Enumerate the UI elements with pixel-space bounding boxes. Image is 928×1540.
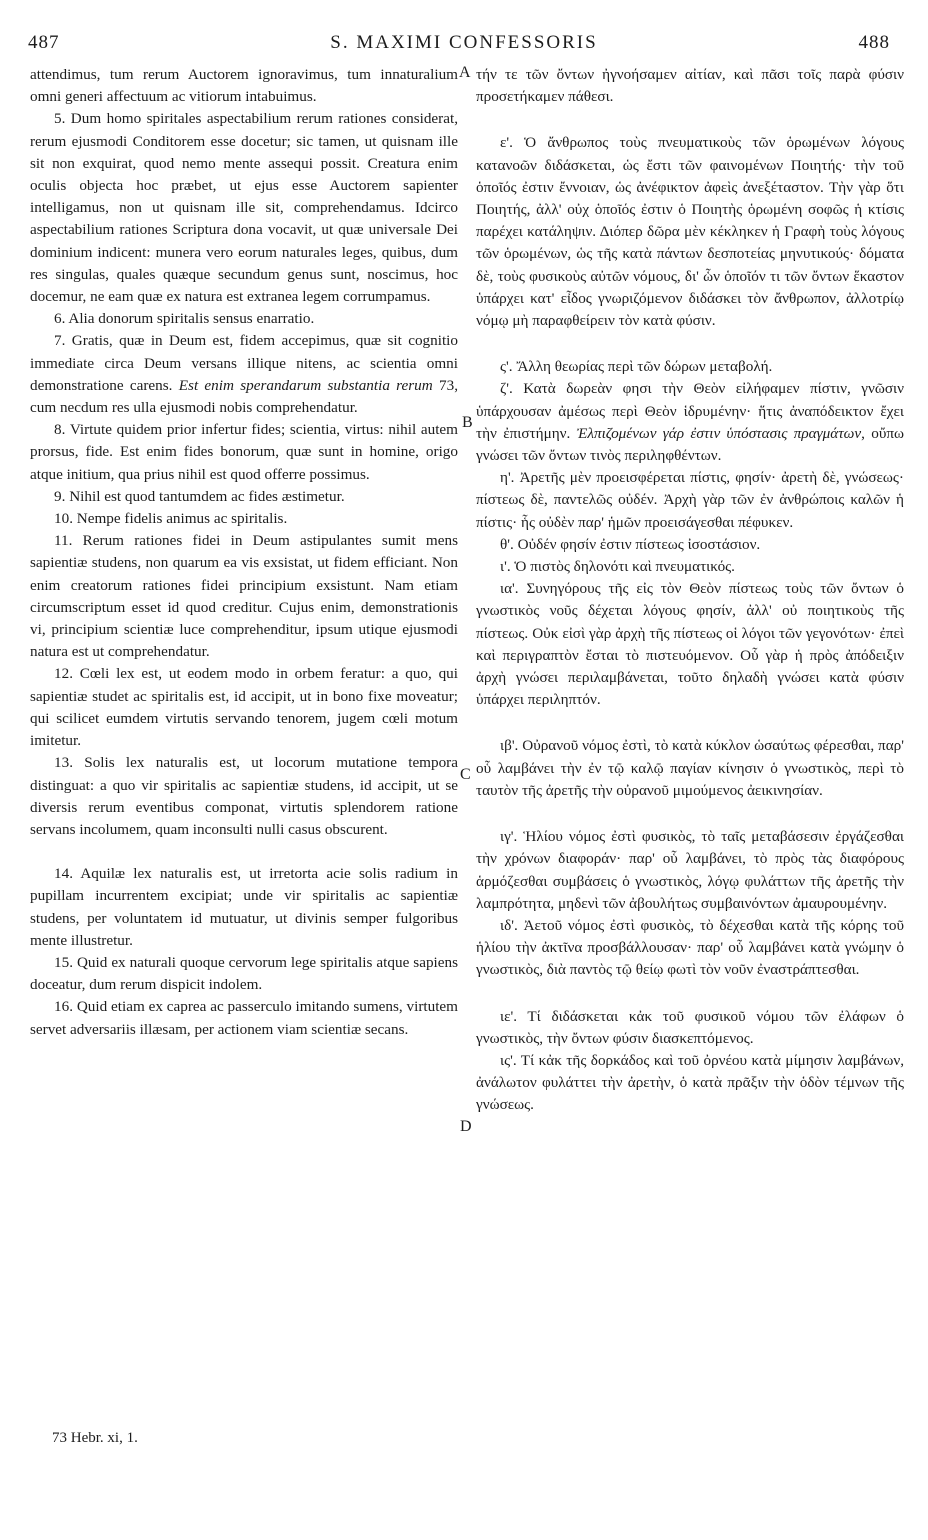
scripture-quote: Est enim sperandarum substantia rerum (178, 376, 433, 394)
greek-paragraph: η'. Ἀρετῆς μὲν προεισφέρεται πίστις, φησίν· ἀρετὴ δὲ, γνώσεως· πίστεως δὲ, παντελῶς οὐδέν. Ἀρχὴ γὰρ τῶν ἐν ἀνθρώποις καλῶν ἡ πίστις· ἧς οὐδὲν παρ' ἡμῶν προεισάγεσθαι πέφυκεν. (476, 469, 904, 531)
latin-paragraph: 16. Quid etiam ex caprea ac passerculo imitando sumens, virtutem servet adversariis illæsam, per actionem viam scientiæ secans. (30, 998, 458, 1038)
running-title: S. MAXIMI CONFESSORIS (330, 32, 598, 53)
greek-paragraph: θ'. Οὐδέν φησίν ἐστιν πίστεως ἰσοστάσιον. (500, 535, 761, 553)
page-number-left: 487 (28, 32, 60, 53)
latin-paragraph: 10. Nempe fidelis animus ac spiritalis. (54, 510, 288, 528)
latin-paragraph: 15. Quid ex naturali quoque cervorum lege spiritalis atque sapiens doceatur, dum rerum dispicit indolem. (30, 953, 458, 994)
greek-paragraph: ις'. Τί κἀκ τῆς δορκάδος καὶ τοῦ ὀρνέου κατὰ μίμησιν λαμβάνων, ἀνάλωτον φυλάττει τὴν ἀρετὴν, ὁ κατὰ πρᾶξιν τὴν ὁδὸν τέμνων τῆς γνώσεως. (476, 1051, 904, 1114)
greek-paragraph: ε'. Ὁ ἄνθρωπος τοὺς πνευματικοὺς τῶν ὁρωμένων λόγους κατανοῶν διδάσκεται, ὡς ἔστι τῶν φαινομένων Ποιητής· τὴν τοῦ ὁποῖός ἐστιν ἔννοιαν, ὡς ἀνέφικτον ἀφεὶς ἀνεξέταστον. Τὴν γὰρ ὅτι Ποιητής, ἀλλ' οὐχ ὁποῖός ἐστιν ὁ Ποιητὴς ὁρωμένη σοφῶς ἡ κτίσις παρέχει κατάληψιν. Διόπερ δῶρα μὲν κέκληκεν ἡ Γραφὴ τοὺς λόγους τῶν ὁρωμένων, ὡς τῆς κατὰ πάντων δεσποτείας μηνυτικούς· δόματα δὲ, τοὺς φυσικοὺς αὐτῶν νόμους, δι' ὧν ὁποῖόν τι τῶν ὄντων ἕκαστον ὑπάρχει κατ' εἶδος γνωριζόμενον διδάσκει τὸν ἄνθρωπον, ἀλλοτρίῳ νόμῳ μὴ παραφθείρειν τὸν κατὰ φύσιν. (476, 134, 904, 330)
margin-letter-c: C (460, 766, 471, 783)
scripture-quote: Ἐλπιζομένων γάρ ἐστιν ὑπόστασις πραγμάτων (576, 424, 862, 442)
greek-paragraph: ιδ'. Ἀετοῦ νόμος ἐστὶ φυσικὸς, τὸ δέχεσθαι κατὰ τῆς κόρης τοῦ ἡλίου τὴν ἀκτῖνα προσβάλλουσαν· παρ' οὗ λαμβάνει κατὰ γνώμην ὁ γνωστικὸς, διὰ παντὸς τῷ θείῳ φωτὶ τὸν νοῦν ἐναστράπτεσθαι. (476, 916, 904, 979)
greek-paragraph: τήν τε τῶν ὄντων ἠγνοήσαμεν αἰτίαν, καὶ πᾶσι τοῖς παρὰ φύσιν προσετήκαμεν πάθεσι. (476, 66, 904, 106)
latin-paragraph: 9. Nihil est quod tantumdem ac fides æstimetur. (54, 487, 345, 505)
latin-paragraph: attendimus, tum rerum Auctorem ignoravimus, tum innaturalium omni generi affectuum ac vitiorum intabuimus. (30, 66, 458, 106)
latin-paragraph: 7. Gratis, quæ in Deum est, fidem accepimus, quæ sit cognitio immediate circa Deum versans illique nitens, ac scientia omni demonstratione carens. Est enim sperandarum substantia rerum 73, cum necdum res ulla ejusmodi nobis comprehendatur. (30, 332, 458, 417)
latin-paragraph: 8. Virtute quidem prior infertur fides; scientia, virtus: nihil autem prorsus, fide. Est enim fides bonorum, quæ sunt in homine, origo atque initium, qua prius nihil est quod offerre possimus. (30, 421, 458, 483)
latin-column (30, 64, 458, 1041)
margin-letter-d: D (460, 1118, 472, 1135)
greek-paragraph: ια'. Συνηγόρους τῆς εἰς τὸν Θεὸν πίστεως τοὺς τῶν ὄντων ὁ γνωστικὸς νοῦς δέχεται λόγους φησίν, ἀλλ' οὐ ποιητικοὺς τῆς πίστεως. Οὐκ εἰσὶ γὰρ ἀρχὴ τῆς πίστεως οἱ λόγοι τῶν γεγονότων· ἐπεὶ καὶ περιγραπτὸν ἔσται τὸ πιστευόμενον. Οὗ γὰρ ἡ πρὸς ἀπόδειξιν ἀρχὴ γνώσει περιλαμβάνεται, τοῦτο δηλαδὴ γνώσει κατὰ φύσιν ὑπάρχει περιληπτόν. (476, 580, 904, 709)
greek-paragraph: ς'. Ἄλλη θεωρίας περὶ τῶν δώρων μεταβολή. (500, 358, 773, 376)
margin-letter-a: A (459, 64, 471, 81)
greek-paragraph: ζ'. Κατὰ δωρεὰν φησι τὴν Θεὸν εἰλήφαμεν πίστιν, γνῶσιν ὑπάρχουσαν ἀμέσως περὶ Θεὸν ἱδρυμένην· ἥτις ἀναπόδεικτον ἔχει τὴν ἐπιστήμην. Ἐλπιζομένων γάρ ἐστιν ὑπόστασις πραγμάτων, οὔπω γνώσει τῶν ὄντων τινὸς περιληφθέντων. (476, 380, 905, 465)
greek-paragraph: ιγ'. Ἡλίου νόμος ἐστὶ φυσικὸς, τὸ ταῖς μεταβάσεσιν ἐργάζεσθαι τὴν χρόνων διαφοράν· παρ' οὗ λαμβάνει, τὸ πρὸς τὰς διαφόρους ἁρμόζεσθαι συμβάσεις ὁ γνωστικὸς, λόγῳ φυλάττων τῆς ἀρετῆς τὴν λαμπρότητα, μηδενὶ τῶν ἀβουλήτως συμβαινόντων ἀμαυρουμένην. (476, 828, 904, 912)
latin-paragraph: 6. Alia donorum spiritalis sensus enarratio. (54, 310, 315, 328)
latin-paragraph: 12. Cœli lex est, ut eodem modo in orbem feratur: a quo, qui sapientiæ studet ac spiritalis est, id accipit, ut in bono fixe moveatur; qui scilicet eumdem virtutis servando tenorem, jugem cœli motum imitetur. (30, 665, 458, 750)
latin-paragraph: 14. Aquilæ lex naturalis est, ut irretorta acie solis radium in pupillam incurrentem excipiat; unde vir spiritalis ac sapientiæ studens, per voluntatem id mutuatur, ut divinis semper fulgoribus mente illustretur. (30, 865, 458, 949)
latin-paragraph: 5. Dum homo spiritales aspectabilium rerum rationes considerat, rerum ejusmodi Conditorem esse docetur; sic tamen, ut quisnam ille sit non exquirat, quod nemo mente assequi possit. Creatura enim oculis objecta hoc præbet, ut ejus esse Auctorem sapienter intelligamus, non ut quisnam ille sit, comprehendamus. Idcirco aspectabilium rationes Scriptura dona vocavit, ut quæ universale Dei dominium indicent: munera vero eorum naturales leges, quibus, dum res singulas, quales quæque secundum genus sunt, noscimus, hoc docemur, ne eam quæ ex natura est extranea legem corrumpamus. (30, 110, 458, 306)
greek-paragraph: ι'. Ὁ πιστὸς δηλονότι καὶ πνευματικός. (500, 558, 735, 576)
greek-paragraph: ιβ'. Οὐρανοῦ νόμος ἐστὶ, τὸ κατὰ κύκλον ὡσαύτως φέρεσθαι, παρ' οὗ λαμβάνει τὴν ἐν τῷ καλῷ παγίαν κίνησιν ὁ γνωστικὸς, περὶ τὸ ταυτὸν τῆς ἀρετῆς τὴν οὐρανοῦ μιμούμενος ἀεικινησίαν. (476, 737, 904, 799)
footnote: 73 Hebr. xi, 1. (52, 1430, 138, 1446)
margin-letter-b: B (462, 414, 473, 431)
greek-paragraph: ιε'. Τί διδάσκεται κἀκ τοῦ φυσικοῦ νόμου τῶν ἐλάφων ὁ γνωστικὸς, τὴν ὄντων φύσιν διασκεπτόμενος. (476, 1007, 904, 1047)
latin-paragraph: 13. Solis lex naturalis est, ut locorum mutatione tempora distinguat: a quo vir spiritalis ac sapientiæ studens, id accipit, ut se diversis rerum eventibus componat, virtutis splendorem ratione servans incolumem, quam inconsulti nulli casus obscurent. (30, 754, 458, 838)
greek-column (476, 64, 904, 1117)
page-number-right: 488 (858, 32, 890, 53)
latin-paragraph: 11. Rerum rationes fidei in Deum astipulantes sumit mens sapientiæ studens, non quarum ea vis exsistat, ut fidem efficiant. Non enim creatorum rationes fidei principium exsistunt. Nam etiam circumscriptum esset id quod creditur. Cujus enim, demonstrationis vi, principium scientiæ luce comprehenditur, ipsum utique ejusmodi natura est ut comprehendatur. (30, 532, 458, 661)
